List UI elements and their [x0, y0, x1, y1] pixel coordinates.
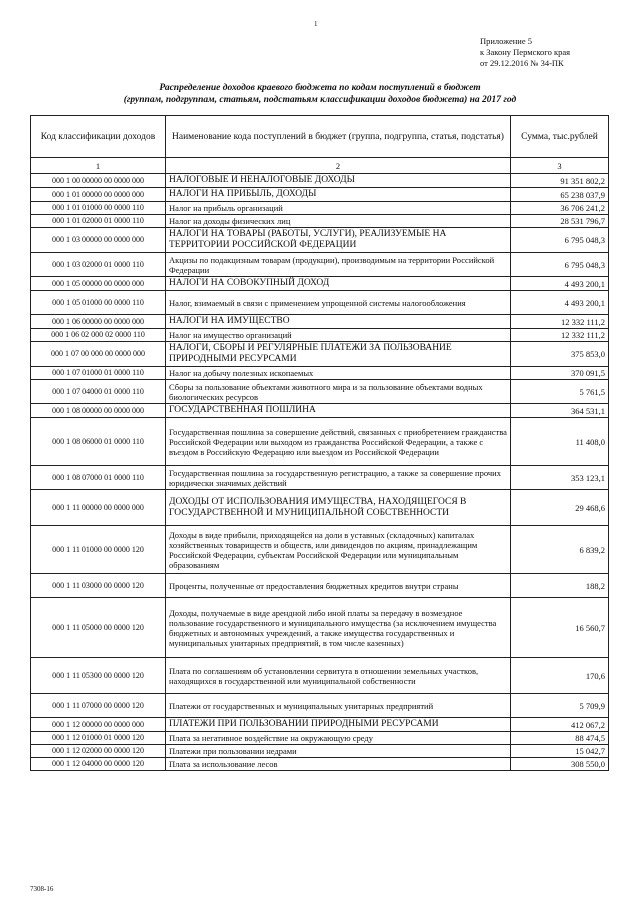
- table-row: [31, 404, 609, 418]
- row-code: 000 1 05 00000 00 0000 000: [31, 277, 166, 291]
- row-sum: 170,6: [511, 658, 609, 694]
- row-code: 000 1 11 05000 00 0000 120: [31, 598, 166, 658]
- table-row: [31, 718, 609, 732]
- table-row: [31, 658, 609, 694]
- row-code: 000 1 06 00000 00 0000 000: [31, 315, 166, 329]
- row-name: Платежи при пользовании недрами: [166, 745, 511, 758]
- table-row: [31, 315, 609, 329]
- page-number: 1: [314, 20, 318, 28]
- row-name: Государственная пошлина за государственную регистрацию, а также за совершение прочих юридически значимых действий: [166, 466, 511, 490]
- appendix-note: [480, 36, 570, 69]
- table-row: [31, 490, 609, 526]
- row-name: Плата по соглашениям об установлении сервитута в отношении земельных участков, находящихся в государственной или муниципальной собственности: [166, 658, 511, 694]
- table-row: [31, 380, 609, 404]
- row-sum: 12 332 111,2: [511, 315, 609, 329]
- row-code: 000 1 06 02 000 02 0000 110: [31, 329, 166, 342]
- row-name: ДОХОДЫ ОТ ИСПОЛЬЗОВАНИЯ ИМУЩЕСТВА, НАХОДЯЩЕГОСЯ В ГОСУДАРСТВЕННОЙ И МУНИЦИПАЛЬНОЙ СОБСТВЕННОСТИ: [166, 490, 511, 526]
- row-name: ПЛАТЕЖИ ПРИ ПОЛЬЗОВАНИИ ПРИРОДНЫМИ РЕСУРСАМИ: [166, 718, 511, 732]
- row-name: Налог на доходы физических лиц: [166, 215, 511, 228]
- row-code: 000 1 01 00000 00 0000 000: [31, 188, 166, 202]
- row-code: 000 1 01 01000 00 0000 110: [31, 202, 166, 215]
- table-row: [31, 758, 609, 771]
- row-code: 000 1 12 02000 00 0000 120: [31, 745, 166, 758]
- table-row: [31, 329, 609, 342]
- row-sum: 15 042,7: [511, 745, 609, 758]
- row-name: ГОСУДАРСТВЕННАЯ ПОШЛИНА: [166, 404, 511, 418]
- row-code: 000 1 12 00000 00 0000 000: [31, 718, 166, 732]
- row-code: 000 1 03 00000 00 0000 000: [31, 228, 166, 253]
- row-sum: 91 351 802,2: [511, 174, 609, 188]
- row-code: 000 1 03 02000 01 0000 110: [31, 253, 166, 277]
- table-row: [31, 367, 609, 380]
- table-row: [31, 574, 609, 598]
- row-name: Налог на добычу полезных ископаемых: [166, 367, 511, 380]
- row-sum: 308 550,0: [511, 758, 609, 771]
- row-sum: 6 795 048,3: [511, 253, 609, 277]
- row-sum: 188,2: [511, 574, 609, 598]
- row-sum: 4 493 200,1: [511, 291, 609, 315]
- table-row: [31, 174, 609, 188]
- document-title: [60, 82, 580, 106]
- table-row: [31, 732, 609, 745]
- row-name: Акцизы по подакцизным товарам (продукции), производимым на территории Российской Федерации: [166, 253, 511, 277]
- row-sum: 353 123,1: [511, 466, 609, 490]
- header-name: Наименование кода поступлений в бюджет (группа, подгруппа, статья, подстатья): [166, 116, 511, 158]
- row-sum: 11 408,0: [511, 418, 609, 466]
- row-sum: 4 493 200,1: [511, 277, 609, 291]
- column-number: 2: [166, 158, 511, 174]
- row-sum: 375 853,0: [511, 342, 609, 367]
- appendix-line-1: Приложение 5: [480, 36, 532, 46]
- row-name: Плата за использование лесов: [166, 758, 511, 771]
- row-name: Налог, взимаемый в связи с применением упрощенной системы налогообложения: [166, 291, 511, 315]
- row-sum: 5 761,5: [511, 380, 609, 404]
- row-sum: 29 468,6: [511, 490, 609, 526]
- table-row: [31, 342, 609, 367]
- title-line-2: (группам, подгруппам, статьям, подстатьям классификации доходов бюджета) на 2017 год: [123, 95, 517, 105]
- row-code: 000 1 07 01000 01 0000 110: [31, 367, 166, 380]
- row-name: Налог на прибыль организаций: [166, 202, 511, 215]
- revenue-table: [30, 115, 609, 771]
- row-code: 000 1 11 07000 00 0000 120: [31, 694, 166, 718]
- row-code: 000 1 11 00000 00 0000 000: [31, 490, 166, 526]
- row-name: НАЛОГИ НА ПРИБЫЛЬ, ДОХОДЫ: [166, 188, 511, 202]
- row-name: НАЛОГИ НА ИМУЩЕСТВО: [166, 315, 511, 329]
- row-name: Проценты, полученные от предоставления бюджетных кредитов внутри страны: [166, 574, 511, 598]
- table-row: [31, 526, 609, 574]
- table-row: [31, 215, 609, 228]
- row-sum: 36 706 241,2: [511, 202, 609, 215]
- row-sum: 16 560,7: [511, 598, 609, 658]
- row-name: Платежи от государственных и муниципальных унитарных предприятий: [166, 694, 511, 718]
- row-sum: 28 531 796,7: [511, 215, 609, 228]
- row-code: 000 1 07 00 000 00 0000 000: [31, 342, 166, 367]
- table-row: [31, 188, 609, 202]
- appendix-line-2: к Закону Пермского края: [480, 47, 571, 57]
- table-row: [31, 253, 609, 277]
- row-code: 000 1 07 04000 01 0000 110: [31, 380, 166, 404]
- table-row: [31, 466, 609, 490]
- row-name: НАЛОГОВЫЕ И НЕНАЛОГОВЫЕ ДОХОДЫ: [166, 174, 511, 188]
- table-row: [31, 745, 609, 758]
- row-sum: 65 238 037,9: [511, 188, 609, 202]
- row-name: Доходы, получаемые в виде арендной либо иной платы за передачу в возмездное пользование государственного и муниципального имущества (за исключением имущества бюджетных и автономных учреждений, а также имущества государственных и муниципальных унитарных предприятий, в том числе казенных): [166, 598, 511, 658]
- table-row: [31, 202, 609, 215]
- column-number-row: [31, 158, 609, 174]
- row-code: 000 1 01 02000 01 0000 110: [31, 215, 166, 228]
- row-code: 000 1 05 01000 00 0000 110: [31, 291, 166, 315]
- row-sum: 6 795 048,3: [511, 228, 609, 253]
- table-row: [31, 277, 609, 291]
- row-name: НАЛОГИ НА ТОВАРЫ (РАБОТЫ, УСЛУГИ), РЕАЛИЗУЕМЫЕ НА ТЕРРИТОРИИ РОССИЙСКОЙ ФЕДЕРАЦИИ: [166, 228, 511, 253]
- row-code: 000 1 11 05300 00 0000 120: [31, 658, 166, 694]
- row-name: Налог на имущество организаций: [166, 329, 511, 342]
- row-sum: 412 067,2: [511, 718, 609, 732]
- row-code: 000 1 08 06000 01 0000 110: [31, 418, 166, 466]
- footer-code: 7308-16: [30, 885, 54, 893]
- title-line-1: Распределение доходов краевого бюджета по кодам поступлений в бюджет: [159, 83, 481, 93]
- column-number: 3: [511, 158, 609, 174]
- row-code: 000 1 00 00000 00 0000 000: [31, 174, 166, 188]
- row-code: 000 1 08 00000 00 0000 000: [31, 404, 166, 418]
- row-code: 000 1 12 04000 00 0000 120: [31, 758, 166, 771]
- row-sum: 88 474,5: [511, 732, 609, 745]
- row-sum: 5 709,9: [511, 694, 609, 718]
- header-sum: Сумма, тыс.рублей: [511, 116, 609, 158]
- appendix-line-3: от 29.12.2016 № 34-ПК: [480, 58, 564, 68]
- row-sum: 12 332 111,2: [511, 329, 609, 342]
- row-name: НАЛОГИ НА СОВОКУПНЫЙ ДОХОД: [166, 277, 511, 291]
- table-row: [31, 598, 609, 658]
- row-code: 000 1 08 07000 01 0000 110: [31, 466, 166, 490]
- row-code: 000 1 11 03000 00 0000 120: [31, 574, 166, 598]
- table-row: [31, 291, 609, 315]
- row-sum: 370 091,5: [511, 367, 609, 380]
- table-row: [31, 228, 609, 253]
- row-name: НАЛОГИ, СБОРЫ И РЕГУЛЯРНЫЕ ПЛАТЕЖИ ЗА ПОЛЬЗОВАНИЕ ПРИРОДНЫМИ РЕСУРСАМИ: [166, 342, 511, 367]
- header-code: Код классификации доходов: [31, 116, 166, 158]
- row-code: 000 1 12 01000 01 0000 120: [31, 732, 166, 745]
- row-name: Доходы в виде прибыли, приходящейся на доли в уставных (складочных) капиталах хозяйственных товариществ и обществ, или дивидендов по акциям, принадлежащим Российской Федерации, субъектам Российской Федерации или муниципальным образованиям: [166, 526, 511, 574]
- row-name: Государственная пошлина за совершение действий, связанных с приобретением гражданства Российской Федерации или выходом из гражданства Российской Федерации, а также с въездом в Российскую Федерацию или выездом из Российской Федерации: [166, 418, 511, 466]
- row-name: Плата за негативное воздействие на окружающую среду: [166, 732, 511, 745]
- table-row: [31, 694, 609, 718]
- row-code: 000 1 11 01000 00 0000 120: [31, 526, 166, 574]
- row-sum: 6 839,2: [511, 526, 609, 574]
- row-name: Сборы за пользование объектами животного мира и за пользование объектами водных биологических ресурсов: [166, 380, 511, 404]
- column-number: 1: [31, 158, 166, 174]
- table-row: [31, 418, 609, 466]
- row-sum: 364 531,1: [511, 404, 609, 418]
